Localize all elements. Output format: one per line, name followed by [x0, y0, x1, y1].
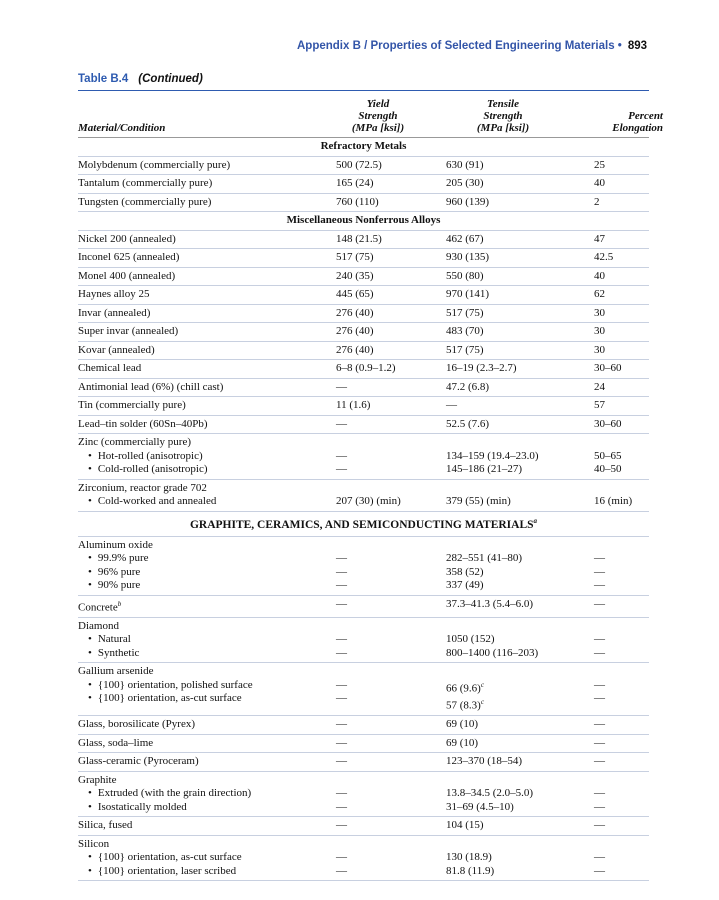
sub-tensile: 800–1400 (116–203)	[446, 646, 539, 659]
tensile-cell	[446, 479, 594, 511]
sub-elongation: —	[594, 646, 605, 659]
sub-material: • Isostatically molded	[78, 801, 336, 815]
table-row	[78, 175, 649, 194]
material-cell: Zirconium, reactor grade 702 • Cold-worked and annealed	[78, 479, 336, 511]
yield-cell: —	[336, 716, 446, 735]
table-row	[78, 595, 649, 617]
sub-yield: —	[336, 851, 347, 864]
elongation-cell: —	[594, 734, 649, 753]
sub-material: • Hot-rolled (anisotropic)	[78, 450, 336, 464]
table-header	[78, 96, 663, 136]
sub-material: • 90% pure	[78, 579, 336, 593]
elongation-cell: —	[594, 753, 649, 772]
sub-tensile: 337 (49)	[446, 579, 484, 592]
table-row	[78, 536, 649, 595]
material-cell: Diamond • Natural • Synthetic	[78, 617, 336, 663]
yield-cell: 500 (72.5)	[336, 156, 446, 175]
elongation-cell: 25	[594, 156, 649, 175]
table-label: Table B.4	[78, 73, 129, 85]
sub-tensile: 81.8 (11.9)	[446, 864, 495, 877]
sub-elongation: —	[594, 678, 605, 691]
material-cell: Invar (annealed)	[78, 304, 336, 323]
yield-cell: —	[336, 595, 446, 617]
tensile-cell: 483 (70)	[446, 323, 594, 342]
tensile-cell: 47.2 (6.8)	[446, 378, 594, 397]
tensile-cell: 930 (135)	[446, 249, 594, 268]
sub-tensile: 145–186 (21–27)	[446, 463, 523, 475]
yield-cell	[336, 663, 446, 716]
tensile-cell: 123–370 (18–54)	[446, 753, 594, 772]
sub-yield: —	[336, 646, 347, 659]
yield-cell	[336, 617, 446, 663]
sub-material: • Natural	[78, 633, 336, 647]
sub-elongation: —	[594, 692, 605, 705]
table-row	[78, 663, 649, 716]
material-cell: Zinc (commercially pure) • Hot-rolled (anisotropic) • Cold-rolled (anisotropic)	[78, 434, 336, 480]
material-cell: Silicon • {100} orientation, as-cut surface • {100} orientation, laser scribed	[78, 835, 336, 881]
table-row	[78, 156, 649, 175]
tensile-cell	[446, 663, 594, 716]
material-cell: Super invar (annealed)	[78, 323, 336, 342]
table-row	[78, 323, 649, 342]
elongation-cell: 42.5	[594, 249, 649, 268]
table-row	[78, 249, 649, 268]
table-row	[78, 817, 649, 836]
tensile-cell: 69 (10)	[446, 734, 594, 753]
material-cell: Haynes alloy 25	[78, 286, 336, 305]
tensile-cell: 960 (139)	[446, 193, 594, 212]
sub-yield: —	[336, 678, 347, 691]
sub-tensile: 1050 (152)	[446, 633, 495, 646]
table-caption	[78, 73, 203, 85]
elongation-cell: 62	[594, 286, 649, 305]
sub-elongation: —	[594, 579, 605, 592]
sub-tensile: 57 $(8.3)^c$	[446, 698, 484, 712]
material-cell: Silica, fused	[78, 817, 336, 836]
sub-material: • {100} orientation, as-cut surface	[78, 692, 336, 706]
sub-yield: —	[336, 633, 347, 646]
sub-yield: —	[336, 579, 347, 592]
material-cell: Lead–tin solder (60Sn–40Pb)	[78, 415, 336, 434]
yield-cell: —	[336, 817, 446, 836]
section-title: Miscellaneous Nonferrous Alloys	[78, 212, 649, 231]
section-row	[78, 138, 649, 156]
elongation-cell: 30–60	[594, 360, 649, 379]
header-material: Material/Condition	[78, 122, 166, 134]
section-title: Refractory Metals	[78, 138, 649, 156]
yield-cell: 760 (110)	[336, 193, 446, 212]
table-row	[78, 835, 649, 881]
table-top-rule	[78, 90, 649, 91]
yield-cell: 276 (40)	[336, 323, 446, 342]
table-row	[78, 771, 649, 817]
yield-cell: 11 (1.6)	[336, 397, 446, 416]
sub-material: • {100} orientation, polished surface	[78, 679, 336, 693]
table-row	[78, 415, 649, 434]
yield-cell: —	[336, 734, 446, 753]
elongation-cell: 40	[594, 267, 649, 286]
material-cell: Graphite • Extruded (with the grain direction) • Isostatically molded	[78, 771, 336, 817]
material-cell: Tin (commercially pure)	[78, 397, 336, 416]
material-cell: Tungsten (commercially pure)	[78, 193, 336, 212]
table-row	[78, 753, 649, 772]
sub-elongation: 16 (min)	[594, 495, 633, 507]
sub-yield: 207 (30) (min)	[336, 495, 401, 507]
elongation-cell: 30	[594, 323, 649, 342]
sub-elongation: —	[594, 787, 605, 800]
tensile-cell: 37.3–41.3 (5.4–6.0)	[446, 595, 594, 617]
elongation-cell: 40	[594, 175, 649, 194]
running-head-title: Appendix B / Properties of Selected Engineering Materials •	[296, 40, 622, 52]
properties-table	[78, 138, 649, 881]
sub-tensile: 282–551 (41–80)	[446, 552, 523, 565]
table-row	[78, 341, 649, 360]
sub-elongation: —	[594, 800, 605, 813]
tensile-cell	[446, 835, 594, 881]
sub-elongation: —	[594, 565, 605, 578]
tensile-cell	[446, 771, 594, 817]
sub-yield: —	[336, 692, 347, 705]
table-continued-note: (Continued)	[138, 73, 203, 85]
yield-cell	[336, 536, 446, 595]
tensile-cell: 69 (10)	[446, 716, 594, 735]
sub-tensile: 31–69 (4.5–10)	[446, 800, 514, 813]
material-cell: Molybdenum (commercially pure)	[78, 156, 336, 175]
material-cell: Tantalum (commercially pure)	[78, 175, 336, 194]
tensile-cell: 52.5 (7.6)	[446, 415, 594, 434]
yield-cell	[336, 771, 446, 817]
material-cell: Glass, soda–lime	[78, 734, 336, 753]
header-tensile-strength: Tensile Strength (MPa [ksi])	[476, 98, 530, 134]
tensile-cell: 16–19 (2.3–2.7)	[446, 360, 594, 379]
elongation-cell	[594, 434, 649, 480]
yield-cell: 445 (65)	[336, 286, 446, 305]
sub-yield: —	[336, 463, 347, 475]
material-cell: Monel 400 (annealed)	[78, 267, 336, 286]
material-cell: Glass, borosilicate (Pyrex)	[78, 716, 336, 735]
sub-yield: —	[336, 552, 347, 565]
table-row	[78, 286, 649, 305]
table-row	[78, 193, 649, 212]
yield-cell: 517 (75)	[336, 249, 446, 268]
material-cell: Chemical lead	[78, 360, 336, 379]
table-row	[78, 734, 649, 753]
tensile-cell	[446, 536, 594, 595]
section-row	[78, 212, 649, 231]
elongation-cell	[594, 479, 649, 511]
elongation-cell: —	[594, 595, 649, 617]
elongation-cell	[594, 771, 649, 817]
sub-tensile: 379 (55) (min)	[446, 495, 511, 507]
sub-material: • 96% pure	[78, 566, 336, 580]
material-cell: Nickel 200 (annealed)	[78, 230, 336, 249]
table-row	[78, 716, 649, 735]
material-cell: Gallium arsenide • {100} orientation, polished surface • {100} orientation, as-cut surface	[78, 663, 336, 716]
header-percent-elongation: Percent Elongation	[612, 110, 663, 134]
material-cell: Inconel 625 (annealed)	[78, 249, 336, 268]
yield-cell: —	[336, 378, 446, 397]
tensile-cell: —	[446, 397, 594, 416]
yield-cell: —	[336, 753, 446, 772]
yield-cell: 165 (24)	[336, 175, 446, 194]
elongation-cell: 57	[594, 397, 649, 416]
sub-material: • Cold-worked and annealed	[78, 495, 336, 509]
elongation-cell: —	[594, 817, 649, 836]
sub-elongation: —	[594, 851, 605, 864]
yield-cell: —	[336, 415, 446, 434]
yield-cell: 276 (40)	[336, 304, 446, 323]
elongation-cell: 47	[594, 230, 649, 249]
tensile-cell	[446, 617, 594, 663]
sub-yield: —	[336, 565, 347, 578]
elongation-cell	[594, 617, 649, 663]
sub-yield: —	[336, 787, 347, 800]
tensile-cell: 517 (75)	[446, 341, 594, 360]
sub-yield: —	[336, 800, 347, 813]
elongation-cell	[594, 663, 649, 716]
sub-elongation: —	[594, 633, 605, 646]
table-row	[78, 230, 649, 249]
yield-cell	[336, 434, 446, 480]
sub-material: • {100} orientation, laser scribed	[78, 865, 336, 879]
sub-material: • Cold-rolled (anisotropic)	[78, 463, 336, 477]
yield-cell	[336, 479, 446, 511]
tensile-cell: 462 (67)	[446, 230, 594, 249]
yield-cell: 240 (35)	[336, 267, 446, 286]
material-cell: Aluminum oxide • 99.9% pure • 96% pure • 90% pure	[78, 536, 336, 595]
elongation-cell: 2	[594, 193, 649, 212]
sub-tensile: 13.8–34.5 (2.0–5.0)	[446, 787, 534, 800]
sub-material: • Extruded (with the grain direction)	[78, 787, 336, 801]
sub-elongation: 50–65	[594, 449, 622, 462]
material-cell: Concrete$^b$	[78, 595, 336, 617]
tensile-cell: 205 (30)	[446, 175, 594, 194]
table-row	[78, 304, 649, 323]
tensile-cell: 550 (80)	[446, 267, 594, 286]
yield-cell: 276 (40)	[336, 341, 446, 360]
tensile-cell: 104 (15)	[446, 817, 594, 836]
section-title: GRAPHITE, CERAMICS, AND SEMICONDUCTING MATERIALS$^a$	[78, 511, 649, 536]
yield-cell: 148 (21.5)	[336, 230, 446, 249]
sub-tensile: 134–159 (19.4–23.0)	[446, 449, 539, 462]
section-row	[78, 511, 649, 536]
sub-tensile: 130 (18.9)	[446, 851, 492, 864]
running-head	[297, 40, 647, 52]
elongation-cell: 24	[594, 378, 649, 397]
yield-cell: 6–8 (0.9–1.2)	[336, 360, 446, 379]
material-cell: Kovar (annealed)	[78, 341, 336, 360]
sub-tensile: 66 $(9.6)^c$	[446, 680, 484, 695]
elongation-cell: —	[594, 716, 649, 735]
material-cell: Glass-ceramic (Pyroceram)	[78, 753, 336, 772]
table-row	[78, 397, 649, 416]
sub-material: • 99.9% pure	[78, 552, 336, 566]
table-row	[78, 617, 649, 663]
sub-elongation: —	[594, 552, 605, 565]
table-row	[78, 360, 649, 379]
tensile-cell: 970 (141)	[446, 286, 594, 305]
tensile-cell: 630 (91)	[446, 156, 594, 175]
elongation-cell: 30	[594, 341, 649, 360]
table-row	[78, 378, 649, 397]
elongation-cell: 30–60	[594, 415, 649, 434]
material-cell: Antimonial lead (6%) (chill cast)	[78, 378, 336, 397]
table-row	[78, 267, 649, 286]
page-number: 893	[627, 40, 647, 52]
elongation-cell	[594, 536, 649, 595]
elongation-cell: 30	[594, 304, 649, 323]
tensile-cell: 517 (75)	[446, 304, 594, 323]
sub-tensile: 358 (52)	[446, 565, 484, 578]
sub-material: • Synthetic	[78, 647, 336, 661]
yield-cell	[336, 835, 446, 881]
sub-yield: —	[336, 449, 347, 462]
sub-elongation: —	[594, 864, 605, 877]
table-row	[78, 434, 649, 480]
sub-elongation: 40–50	[594, 463, 622, 475]
tensile-cell	[446, 434, 594, 480]
sub-yield: —	[336, 864, 347, 877]
table-row	[78, 479, 649, 511]
sub-material: • {100} orientation, as-cut surface	[78, 851, 336, 865]
header-yield-strength: Yield Strength (MPa [ksi])	[351, 98, 405, 134]
elongation-cell	[594, 835, 649, 881]
